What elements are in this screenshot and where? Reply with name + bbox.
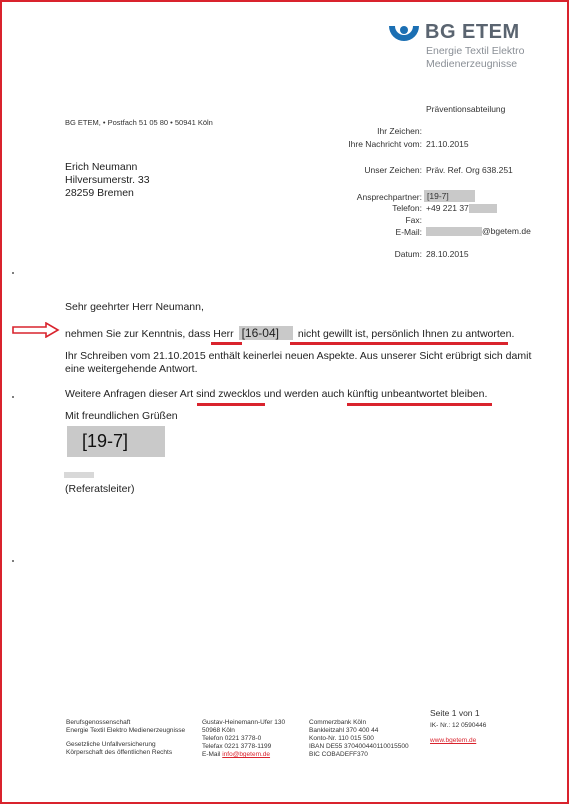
fax-label: Fax:: [405, 215, 422, 225]
footer-col1: [66, 719, 185, 757]
footer-col2-line: Telefon 0221 3778-0: [202, 735, 262, 742]
bg-etem-logo-icon: [387, 24, 421, 50]
email-label: E-Mail:: [395, 227, 422, 237]
ihr-zeichen-label: Ihr Zeichen:: [377, 126, 422, 136]
footer-col1-line: Gesetzliche Unfallversicherung: [66, 741, 156, 748]
footer-col2-line: Gustav-Heinemann-Ufer 130: [202, 719, 286, 726]
fold-mark-bottom: [12, 560, 14, 562]
p1-redacted-name: [16-04]: [239, 326, 293, 340]
ansprechpartner-redaction: [19-7]: [424, 190, 475, 202]
sender-line: BG ETEM, • Postfach 51 05 80 • 50941 Köln: [65, 118, 213, 127]
closing: Mit freundlichen Grüßen: [65, 410, 178, 422]
footer-website-link[interactable]: www.bgetem.de: [430, 737, 477, 744]
recipient-name: Erich Neumann: [65, 161, 138, 173]
email-value: [426, 226, 531, 236]
underline-nicht-gewillt: [290, 342, 508, 345]
footer-col3-line: Bankleitzahl 370 400 44: [309, 727, 379, 734]
unser-zeichen-value: Präv. Ref. Org 638.251: [426, 165, 513, 175]
telefon-value: [426, 203, 497, 213]
name-redaction: [64, 472, 94, 478]
signature-redaction: [19-7]: [67, 426, 165, 457]
underline-zwecklos: [197, 403, 265, 406]
fold-mark-middle: [12, 396, 14, 398]
telefon-label: Telefon:: [392, 203, 422, 213]
footer-col3-line: BIC COBADEFF370: [309, 751, 368, 758]
arrow-right-icon: [12, 322, 60, 338]
fold-mark-top: [12, 272, 14, 274]
datum-value: 28.10.2015: [426, 249, 469, 259]
footer-col1-line: Energie Textil Elektro Medienerzeugnisse: [66, 727, 186, 734]
footer-email-prefix: E-Mail: [202, 751, 223, 758]
footer-col1-line: Berufsgenossenschaft: [66, 719, 131, 726]
footer-col3: [309, 719, 409, 759]
role: (Referatsleiter): [65, 483, 135, 495]
paragraph-2-line2: eine weitergehende Antwort.: [65, 363, 198, 375]
email-domain: @bgetem.de: [482, 226, 531, 236]
footer-email-link[interactable]: info@bgetem.de: [222, 751, 271, 758]
paragraph-1-end: nicht gewillt ist, persönlich Ihnen zu antworten.: [297, 328, 515, 340]
underline-herr: [211, 342, 242, 345]
recipient-city: 28259 Bremen: [65, 187, 134, 199]
footer-col2: [202, 719, 285, 759]
footer-col1-line: Körperschaft des öffentlichen Rechts: [66, 749, 173, 756]
ik-number: IK- Nr.: 12 0590446: [430, 722, 487, 729]
telefon-redaction: [469, 204, 497, 213]
ihre-nachricht-label: Ihre Nachricht vom:: [348, 139, 422, 149]
ansprechpartner-label: Ansprechpartner:: [356, 192, 422, 202]
ansprechpartner-value: [424, 190, 475, 202]
paragraph-1-start: nehmen Sie zur Kenntnis, dass Herr: [65, 328, 234, 340]
unser-zeichen-label: Unser Zeichen:: [364, 165, 422, 175]
footer-col2-line: 50968 Köln: [202, 727, 235, 734]
department: Präventionsabteilung: [426, 104, 506, 114]
footer-col2-line: Telefax 0221 3778-1199: [202, 743, 272, 750]
underline-kuenftig: [347, 403, 492, 406]
footer-col3-line: Konto-Nr. 110 015 500: [309, 735, 374, 742]
telefon-number: +49 221 37: [426, 203, 469, 213]
logo-subtitle-line2: Medienerzeugnisse: [426, 58, 518, 70]
footer-col3-line: IBAN DE55 370400440110015500: [309, 743, 409, 750]
datum-label: Datum:: [394, 249, 422, 259]
paragraph-3: Weitere Anfragen dieser Art sind zwecklos und werden auch künftig unbeantwortet bleiben.: [65, 388, 488, 400]
page-number: Seite 1 von 1: [430, 708, 480, 718]
salutation: Sehr geehrter Herr Neumann,: [65, 301, 204, 313]
ihre-nachricht-value: 21.10.2015: [426, 139, 469, 149]
email-redaction: [426, 227, 482, 236]
logo-subtitle-line1: Energie Textil Elektro: [426, 45, 525, 57]
recipient-street: Hilversumerstr. 33: [65, 174, 150, 186]
logo-title: BG ETEM: [425, 21, 520, 43]
footer-email-line: [202, 751, 285, 759]
footer-col3-line: Commerzbank Köln: [309, 719, 367, 726]
paragraph-2-line1: Ihr Schreiben vom 21.10.2015 enthält keinerlei neuen Aspekte. Aus unserer Sicht erübrigt sich damit: [65, 350, 532, 362]
paragraph-1: [65, 326, 514, 340]
